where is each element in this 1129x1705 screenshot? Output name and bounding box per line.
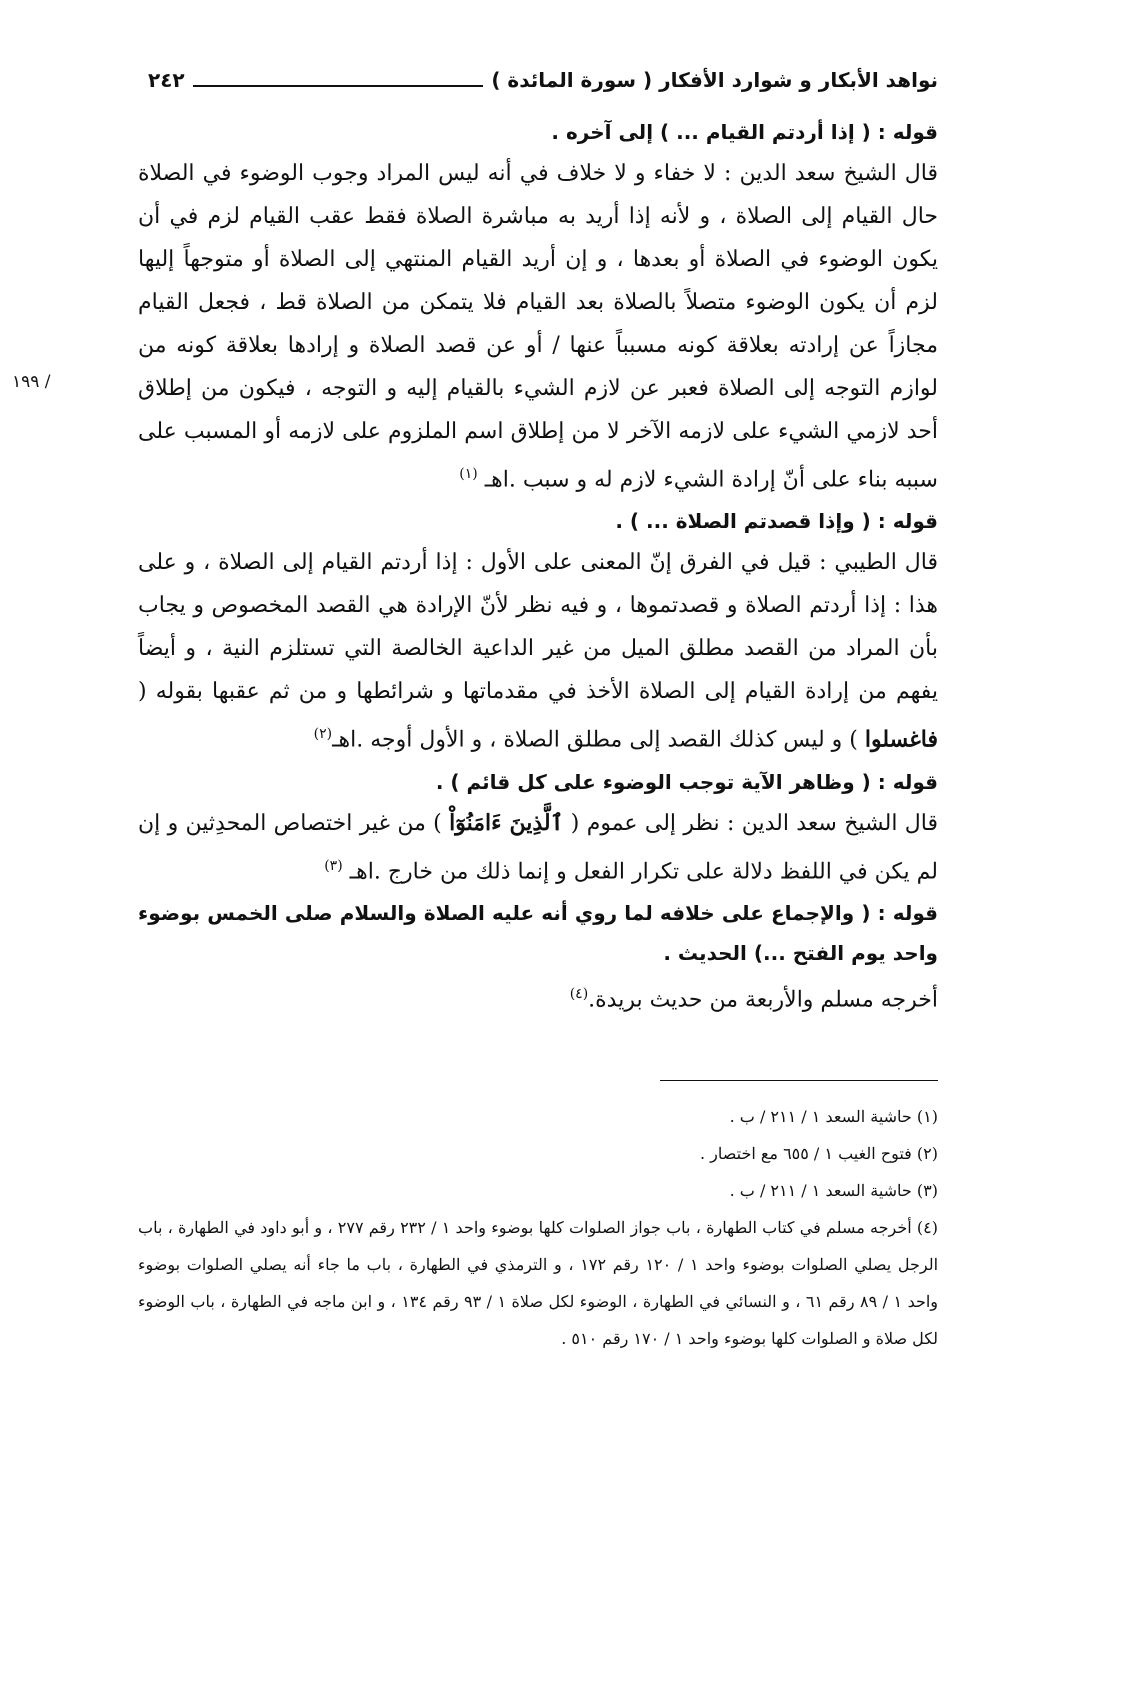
section-heading: قوله : ( والإجماع على خلافه لما روي أنه عليه الصلاة والسلام صلى الخمس بوضوء واحد يوم الفتح ...) الحديث . — [138, 900, 938, 965]
footnote: (١) حاشية السعد ١ / ٢١١ / ب . — [729, 1107, 938, 1126]
paragraph — [138, 541, 938, 761]
paragraph-text: ) و ليس كذلك القصد إلى مطلق الصلاة ، و الأول أوجه .اهـ — [332, 727, 865, 753]
footnote-marker[interactable]: (٤) — [569, 985, 589, 1002]
footnote-marker[interactable]: (٢) — [313, 726, 333, 743]
paragraph — [138, 152, 938, 501]
section-heading: قوله : ( وظاهر الآية توجب الوضوء على كل قائم ) . — [435, 769, 938, 794]
paragraph-text: أخرجه مسلم والأربعة من حديث بريدة. — [588, 987, 938, 1013]
paragraph — [138, 973, 938, 1021]
main-text — [138, 112, 938, 1021]
footnote-marker[interactable]: (٣) — [324, 857, 343, 874]
footnote: (٢) فتوح الغيب ١ / ٦٥٥ مع اختصار . — [699, 1144, 938, 1163]
page-number: ٢٤٢ — [148, 68, 185, 92]
header-title: نواهد الأبكار و شوارد الأفكار ( سورة المائدة ) — [491, 68, 938, 92]
paragraph — [138, 802, 938, 893]
paragraph-text: قال الشيخ سعد الدين : نظر إلى عموم ( — [563, 810, 939, 836]
footnote: (٤) أخرجه مسلم في كتاب الطهارة ، باب جواز الصلوات كلها بوضوء واحد ١ / ٢٣٢ رقم ٢٧٧ ، و أبو داود في الطهارة ، باب الرجل يصلي الصلوات بوضوء واحد ١ / ١٢٠ رقم ١٧٢ ، و الترمذي في الطهارة ، باب ما جاء أنه يصلي الصلوات بوضوء واحد ١ / ٨٩ رقم ٦١ ، و النسائي في الطهارة ، الوضوء لكل صلاة ١ / ٩٣ رقم ١٣٤ ، و ابن ماجه في الطهارة ، باب الوضوء لكل صلاة و الصلوات كلها بوضوء واحد ١ / ١٧٠ رقم ٥١٠ . — [138, 1218, 939, 1348]
quran-quote: ٱلَّذِينَ ءَامَنُوٓاْ — [449, 809, 564, 836]
footnote: (٣) حاشية السعد ١ / ٢١١ / ب . — [729, 1181, 938, 1200]
quoted-word: فاغسلوا — [864, 726, 938, 753]
paragraph-text: قال الطيبي : قيل في الفرق إنّ المعنى على الأول : إذا أردتم القيام إلى الصلاة ، و على هذا : إذا أردتم الصلاة و قصدتموها ، و فيه نظر لأنّ الإرادة هي القصد المخصوص و يجاب بأن المراد من القصد مطلق الميل من غير الداعية الخالصة التي تستلزم النية ، و أيضاً يفهم من إرادة القيام إلى الصلاة الأخذ في مقدماتها و شرائطها و من ثم عقبها بقوله ( — [138, 550, 938, 705]
header-rule — [193, 85, 484, 87]
footnote-marker[interactable]: (١) — [459, 466, 478, 482]
margin-manuscript-ref: / ١٩٩ — [12, 372, 51, 392]
section-heading: قوله : ( إذا أردتم القيام ... ) إلى آخره . — [551, 120, 938, 144]
section-heading: قوله : ( وإذا قصدتم الصلاة ... ) . — [615, 509, 938, 534]
paragraph-text: ) من غير اختصاص المحدِثين و إن لم يكن في اللفظ دلالة على تكرار الفعل و إنما ذلك من خارج .اهـ — [138, 810, 938, 884]
paragraph-text: قال الشيخ سعد الدين : لا خفاء و لا خلاف في أنه ليس المراد وجوب الوضوء في الصلاة حال القيام إلى الصلاة ، و لأنه إذا أريد به مباشرة الصلاة فقط عقب القيام لزم في أن يكون الوضوء في الصلاة أو بعدها ، و إن أريد القيام المنتهي إلى الصلاة أو متوجهاً إليها لزم أن يكون الوضوء متصلاً بالصلاة بعد القيام فلا يتمكن من الصلاة قط ، فجعل القيام مجازاً عن إرادته بعلاقة كونه مسبباً عنها / أو عن قصد الصلاة و إرادها بعلاقة كونه من لوازم التوجه إلى الصلاة فعبر عن لازم الشيء بالقيام إليه و التوجه ، فيكون من إطلاق أحد لازمي الشيء على لازمه الآخر لا من إطلاق اسم الملزوم على لازمه أو المسبب على سببه بناء على أنّ إرادة الشيء لازم له و سبب .اهـ — [138, 161, 938, 493]
footnote-separator — [660, 1080, 938, 1081]
running-header — [148, 60, 938, 100]
footnotes — [138, 1098, 938, 1357]
